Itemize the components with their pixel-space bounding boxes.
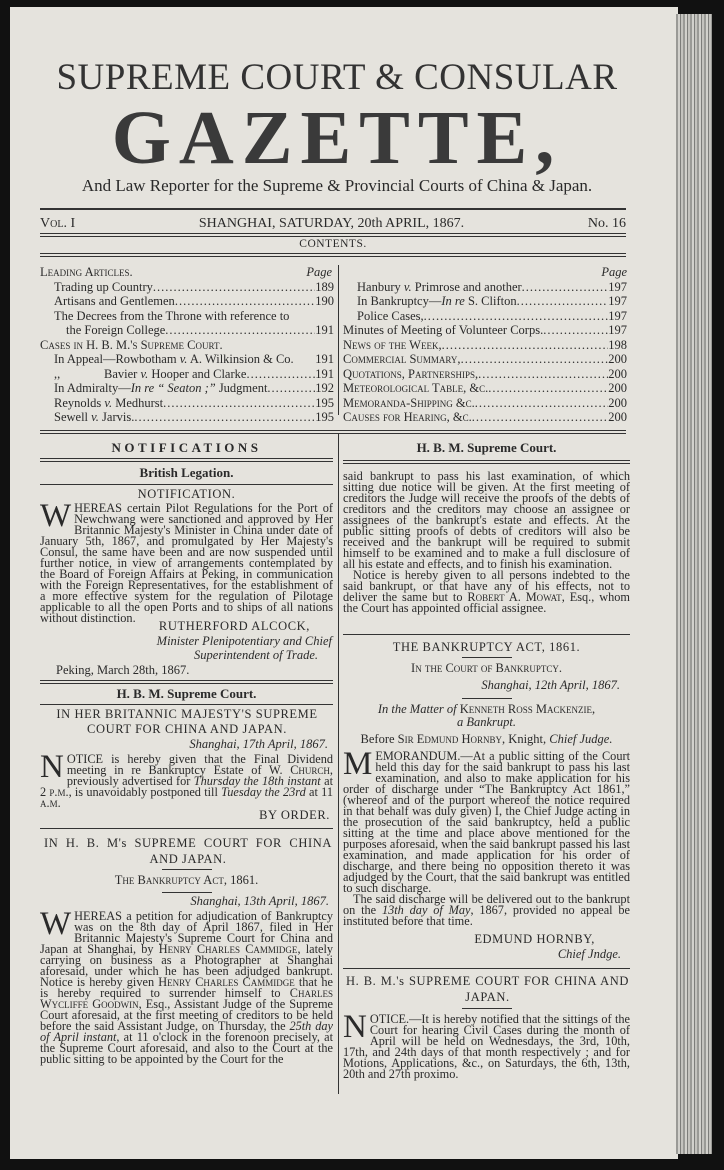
leader-dots [478,367,608,382]
text-run: v. [403,279,412,294]
notice-body [40,749,333,810]
text-run: , Knight, [502,732,550,746]
place-date: Peking, March 28th, 1867. [56,663,190,677]
text-run: News of the Week, [343,337,442,352]
text-run: Quotations, Partnerships, [343,366,479,381]
contents-entry-page: 200 [608,366,627,381]
text-run: that he is hereby required to surrender himself to [40,975,333,1000]
contents-entry-label [54,309,289,324]
contents-entry [40,338,334,353]
text-run: , at 11 o'clock in the forenoon precisely, at the Supreme Court aforesaid, and also to the Court at the public sitting to be appointed by the Court for the [40,1030,333,1066]
masthead-title-gazette: GAZETTE, [111,96,563,180]
contents-entry [343,367,627,382]
contents-entry-label [40,338,223,353]
text-run: v. [140,366,149,381]
text-run: Minutes of Meeting of Volunteer Corps. [343,323,544,337]
contents-entry-page: 191 [315,366,334,381]
contents-entry-label [357,309,424,324]
text-run: Notice is hereby given to all persons indebted to the said bankrupt, or that have any of his effects, not to deliver the same but to [343,568,630,604]
contents-entry-label [343,338,442,353]
contents-entry-page: 191 [315,323,334,337]
text-run: v. [179,352,188,366]
contents-entry-label [357,280,522,295]
notice-title: IN H. B. M's SUPREME COURT FOR CHINA AND JAPAN. [44,836,332,866]
divider [162,892,212,893]
contents-entry-label [54,280,153,295]
contents-entry [40,323,334,338]
contents-entry [343,338,627,353]
leader-dots [163,396,315,411]
british-legation-heading: British Legation. [139,465,234,480]
contents-entry-label [343,352,461,367]
leader-dots [522,280,609,295]
text-run: , lately carrying on business as a Photographer at Shanghai aforesaid, under which he has been adjudged bankrupt. Notice is hereby given [40,942,334,989]
drop-cap: W [40,906,72,942]
text-run: Artisans and Gentlemen [54,294,175,308]
signatory-title: Chief Jndge. [557,947,621,961]
contents-entry [343,352,627,367]
text-run: at 2 [40,774,333,799]
contents-entry-label [343,367,478,382]
notice-date: Shanghai, 13th April, 1867. [190,894,329,908]
dateline: SHANGHAI, SATURDAY, 20th APRIL, 1867. [198,216,465,231]
text-run: The said discharge will be delivered out to the bankrupt on the [343,892,630,917]
text-run: Kenneth Ross Mackenzie, [459,702,596,716]
contents-entry-page: 195 [315,410,334,424]
leader-dots [246,367,315,382]
contents-entry [40,265,334,280]
contents-entry-page: 198 [608,337,627,352]
memorandum-body [343,746,631,928]
contents-entry-page: 200 [608,381,627,395]
contents-entry [40,280,334,295]
page-label: Page [306,265,332,279]
leader-dots [153,280,315,295]
contents-entry [343,309,627,324]
text-run: In Admiralty— [54,381,131,395]
text-run: In Bankruptcy— [357,294,442,308]
text-run: Tuesday the 23rd [221,785,306,799]
text-run: A. Wilkinsion & Co. [187,352,294,366]
text-run: , Esq., whom the Court has appointed official assignee. [343,590,630,615]
contents-entry-label [54,396,163,411]
text-run: , previously advertised for [66,763,333,788]
contents-entry-page: 200 [608,410,627,424]
contents-entry-page: 197 [608,279,627,294]
divider [343,460,630,464]
signatory-title: Minister Plenipotentiary and Chief [156,634,332,648]
text-run: v. [104,395,113,410]
divider [40,458,333,462]
contents-entry [40,294,334,309]
text-run: HEREAS a petition for adjudication of Bankruptcy was on the 8th day of April 1867, filed in Her Britannic Majesty's Supreme Court for China and Japan at Shanghai, by [40,909,333,956]
drop-cap: W [40,498,72,534]
contents-entry [40,367,334,382]
contents-entry-page: 200 [608,352,627,366]
notification-body [40,498,333,625]
contents-entry-label [54,352,294,367]
contents-entry-label [357,294,517,309]
text-run: Trading up Country [54,279,153,294]
notice-title: H. B. M.'s SUPREME COURT FOR CHINA AND JAPAN. [346,974,629,1004]
divider [40,484,333,485]
text-run: Henry Charles Cammidge [158,942,298,956]
issue-info-line [40,216,626,232]
contents-entry-label [66,323,165,338]
text-run: Memoranda-Shipping &c. [343,395,475,410]
text-run: In re “ Seaton ;” [130,381,216,395]
text-run: Jarvis. [98,410,135,424]
bankrupt-label: a Bankrupt. [456,715,517,729]
text-run: OTICE.—It is hereby notified that the sittings of the Court for hearing Civil Cases during the month of April will be held on Wednesdays, the 3rd, 10th, 17th, and 24th days of that month respectively ; and for Motions, Applications, &c., on Saturdays, the 6th, 13th, 20th and 27th proximo. [343,1012,630,1081]
text-run: Judgment [215,381,268,395]
contents-entry [40,396,334,411]
drop-cap: N [343,1009,367,1045]
supreme-court-heading: H. B. M. Supreme Court. [416,440,557,455]
contents-entry [343,381,627,396]
leader-dots [488,381,608,396]
page-label: Page [601,265,627,279]
drop-cap: N [40,749,64,785]
signoff: BY ORDER. [259,808,330,822]
divider [343,634,630,635]
text-run: v. [91,410,99,424]
contents-entry-label [54,381,267,396]
contents-entry-page: 191 [315,352,334,366]
contents-entry [343,280,627,295]
text-run: the Foreign College [66,323,166,337]
text-run: In the Matter of [377,702,460,716]
text-run: Leading Articles. [40,265,133,279]
divider [40,233,626,237]
leader-dots [475,396,609,411]
contents-entry [343,396,627,411]
leader-dots [442,338,609,353]
notice-body [40,906,334,1066]
matter-line [343,703,630,729]
drop-cap: M [343,746,373,782]
text-run: Sewell [54,410,92,424]
column-divider [338,265,339,415]
contents-entry-label [343,323,543,338]
contents-entry-label [343,396,475,411]
contents-entry-label [54,410,134,425]
supreme-court-heading: H. B. M. Supreme Court. [116,686,257,701]
contents-right [343,265,627,425]
leader-dots [134,410,315,425]
issue-number: No. 16 [587,216,626,231]
contents-entry-page: 190 [315,294,334,308]
divider [462,1008,512,1009]
contents-entry [343,323,627,338]
contents-left [40,265,334,425]
leader-dots [424,309,609,324]
leader-dots [472,410,609,425]
text-run: The Decrees from the Throne with reference to [54,308,290,323]
contents-entry-page: 200 [608,395,627,410]
text-run: ,, Bavier [54,366,141,381]
signatory: EDMUND HORNBY, [474,932,595,946]
act-title: The Bankruptcy Act, 1861. [114,873,259,887]
text-run: Cases in H. B. M.'s Supreme Court. [40,337,223,352]
text-run: Chief Judge. [549,732,613,746]
text-run: Before [360,732,398,746]
text-run: 13th day of May [381,903,471,917]
divider [40,430,626,434]
text-run: EMORANDUM.—At a public sitting of the Court held this day for the said bankrupt to pass his last examination, and also to make application for his order of discharge under “The Bankruptcy Act 1861,” (whereof and of the purport whereof the notice required in that behalf was duly given) I, the Chief Judge acting in the prosecution of the said bankruptcy, held a public sitting at the time and place above mentioned for the purposes aforesaid, when the said bankrupt passed his last examination, and made application for his order of discharge, and there being no opposition thereto it was adjudged by the Court, that the said bankrupt was entitled to such discharge. [343,749,630,895]
contents-entry-page: 197 [608,308,627,323]
contents-entry-label [343,381,488,396]
text-run: Henry Charles Cammidge [158,975,295,989]
text-run: Primrose and another [411,279,522,294]
text-run: , 1867, provided no appeal be instituted before that time. [343,903,631,928]
masthead-subtitle: And Law Reporter for the Supreme & Provincial Courts of China & Japan. [81,176,593,195]
text-run: , is unavoidably postponed till [68,785,222,799]
contents-entry-label [343,410,472,425]
text-run: HEREAS certain Pilot Regulations for the Port of Newchwang were sanctioned and approved by Her Britannic Majesty's Minister in China under date of January 5th, 1867, and promulgated by Her Majesty's Consul, the same have been and are now suspended until further notice, in view of arrangements contemplated by the Board of Foreign Affairs at Peking, in communication with the Foreign Representatives, for the establishment of a more effective system for the regulation of Pilotage applicable to all the open Ports and to ships of all nations without distinction. [40,501,333,625]
contents-entry-page: 192 [315,381,334,395]
text-run: Charles Wycliffe Goodwin [40,986,333,1011]
text-run: OTICE is hereby given that the Final Dividend meeting in re Bankruptcy Estate of W. [66,752,333,777]
contents-entry-label [54,294,175,309]
text-run: Hooper and Clarke [148,366,247,381]
masthead-title-line1: SUPREME COURT & CONSULAR [56,57,618,98]
text-run: Hanbury [357,279,404,294]
text-run: Commercial Summary, [343,352,461,366]
page-stack-edges [676,14,712,1154]
divider [40,253,626,257]
act-title: THE BANKRUPTCY ACT, 1861. [392,640,581,654]
text-run: Reynolds [54,395,105,410]
leader-dots [165,323,315,338]
contents-entry-page: 195 [315,395,334,410]
leader-dots [175,294,315,309]
signatory-title: Superintendent of Trade. [194,648,318,662]
text-run: 25th day of April instant [40,1019,333,1044]
contents-entry-page: 189 [315,279,334,294]
column-divider [338,434,339,1094]
text-run: , Esq., Assistant Judge of the Supreme Court aforesaid, at the first meeting of creditors to be held before the said Assistant Judge, on Thursday, the [40,997,333,1033]
text-run: Medhurst [112,395,164,410]
contents-entry [40,410,334,425]
text-run: p.m. [49,785,69,799]
divider [40,828,333,829]
court-name: In the Court of Bankruptcy. [411,661,562,675]
contents-heading: CONTENTS. [299,238,367,250]
notice-date: Shanghai, 12th April, 1867. [481,678,620,692]
text-run: a.m. [40,796,61,810]
divider [462,698,512,699]
contents-entry [343,410,627,425]
text-run: Robert A. Mowat [467,590,562,604]
text-run: S. Clifton [464,294,517,308]
text-run: In re [441,294,465,308]
contents-entry [40,381,334,396]
text-run: Causes for Hearing, &c. [343,410,472,424]
notification-title: NOTIFICATION. [137,487,236,501]
notice-title: IN HER BRITANNIC MAJESTY'S SUPREME COURT FOR CHINA AND JAPAN. [56,707,318,736]
divider [462,657,512,658]
text-run: said bankrupt to pass his last examination, of which sitting due notice will be given. At the first meeting of creditors the Judge will receive the proofs of the debts of creditors and the creditors may choose an assignee or assignees of the bankrupt's estate and effects. At the public sitting proofs of debts of creditors will also be received and the bankrupt will be required to submit himself to be examined and to make a full disclosure of all his estate and effects, and to finish his examination. [343,469,630,571]
text-run: Church [290,763,330,777]
notifications-header: NOTIFICATIONS [111,440,262,455]
continued-notice [343,471,630,614]
divider [40,680,333,684]
leader-dots [267,381,315,396]
text-run: Meteorological Table, &c. [343,381,489,395]
divider [40,208,626,210]
text-run: Sir Edmund Hornby [397,732,503,746]
leader-dots [517,294,609,309]
contents-entry-page: 197 [608,294,627,308]
divider [40,704,333,705]
divider [162,869,212,870]
leader-dots [461,352,609,367]
contents-entry-label [54,367,246,382]
text-run: Thursday the 18th instant [193,774,321,788]
text-run: Police Cases, [357,308,424,323]
contents-entry [343,294,627,309]
signatory: RUTHERFORD ALCOCK, [158,619,310,633]
volume: Vol. I [40,216,76,231]
leader-dots [543,323,608,338]
notice-body [343,1009,630,1081]
divider [343,968,630,969]
notice-date: Shanghai, 17th April, 1867. [189,737,328,751]
contents-entry-page: 197 [608,323,627,337]
text-run: In Appeal—Rowbotham [54,352,180,366]
contents-entry [40,309,334,324]
before-line [343,732,630,747]
text-run: at 11 [305,785,333,799]
contents-entry-label [40,265,133,280]
contents-entry [40,352,334,367]
